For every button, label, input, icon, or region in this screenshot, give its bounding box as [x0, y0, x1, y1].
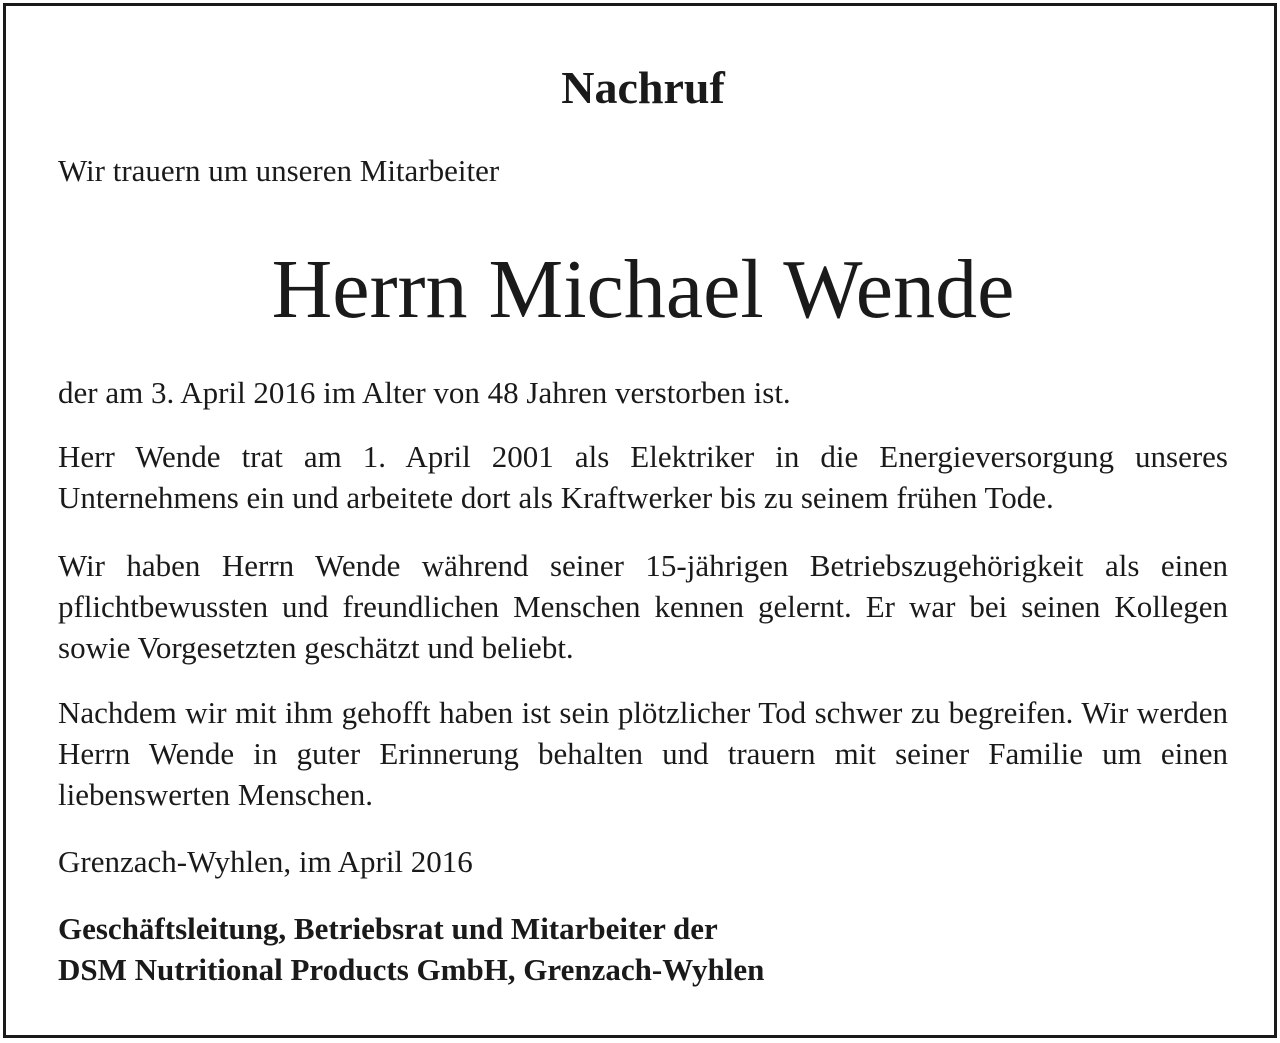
signature-block: [58, 908, 764, 990]
signature-line-1: Geschäftsleitung, Betriebsrat und Mitarbeiter der: [58, 911, 718, 946]
career-paragraph: Herr Wende trat am 1. April 2001 als Elektriker in die Energieversorgung unseres Unternehmens ein und arbeitete dort als Kraftwerker bis zu seinem frühen Tode.: [58, 439, 1228, 515]
death-date-paragraph: der am 3. April 2016 im Alter von 48 Jahren verstorben ist.: [58, 375, 791, 410]
intro-line: Wir trauern um unseren Mitarbeiter: [58, 153, 500, 188]
deceased-name: Herrn Michael Wende: [271, 243, 1015, 336]
mourning-paragraph: Nachdem wir mit ihm gehofft haben ist sein plötzlicher Tod schwer zu begreifen. Wir werden Herrn Wende in guter Erinnerung behalten und trauern mit seiner Familie um einen liebenswerten Menschen.: [58, 695, 1228, 812]
character-paragraph: Wir haben Herrn Wende während seiner 15-jährigen Betriebszugehörigkeit als einen pflichtbewussten und freundlichen Menschen kennen gelernt. Er war bei seinen Kollegen sowie Vorgesetzten geschätzt und beliebt.: [58, 548, 1228, 665]
obituary-notice: [3, 3, 1277, 1038]
place-date: Grenzach-Wyhlen, im April 2016: [58, 844, 473, 879]
notice-title: Nachruf: [561, 62, 725, 113]
signature-line-2: DSM Nutritional Products GmbH, Grenzach-Wyhlen: [58, 952, 765, 987]
